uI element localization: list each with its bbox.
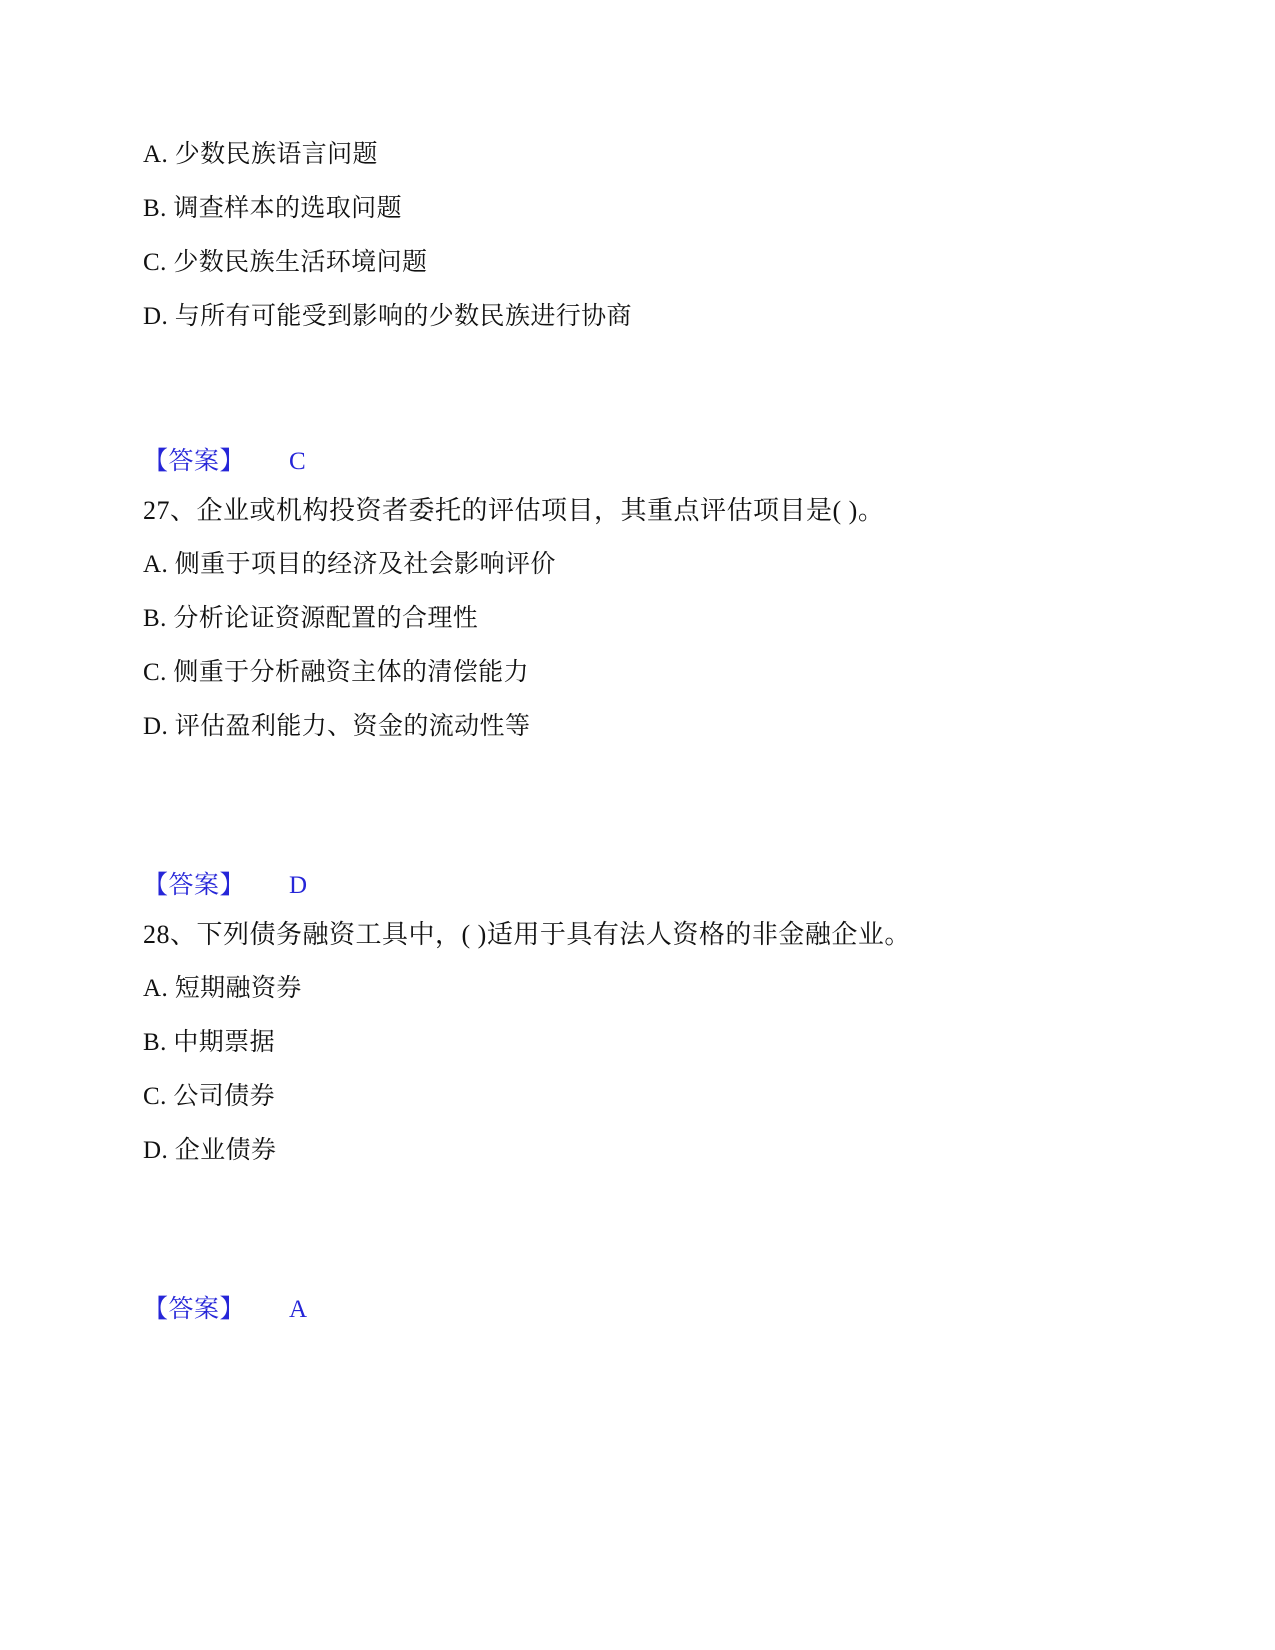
option-item[interactable]: C. 少数民族生活环境问题 bbox=[143, 249, 428, 276]
spacer bbox=[143, 1178, 1133, 1288]
question-block-3 bbox=[143, 908, 1133, 1332]
option-item[interactable]: C. 公司债券 bbox=[143, 1083, 275, 1110]
option-item[interactable]: A. 少数民族语言问题 bbox=[143, 141, 378, 168]
option-item[interactable]: D. 评估盈利能力、资金的流动性等 bbox=[143, 713, 531, 740]
option-item[interactable]: C. 侧重于分析融资主体的清偿能力 bbox=[143, 659, 529, 686]
option-item[interactable]: D. 企业债券 bbox=[143, 1137, 277, 1164]
answer-label: 【答案】 bbox=[143, 1296, 246, 1323]
answer-label: 【答案】 bbox=[143, 448, 246, 475]
question-stem: 28、下列债务融资工具中，( )适用于具有法人资格的非金融企业。 bbox=[143, 920, 911, 949]
answer-row bbox=[143, 1288, 1133, 1332]
question-stem: 27、企业或机构投资者委托的评估项目，其重点评估项目是( )。 bbox=[143, 496, 885, 525]
spacer bbox=[143, 754, 1133, 864]
answer-value: A bbox=[289, 1296, 308, 1323]
question-block-1 bbox=[143, 128, 1133, 484]
answer-value: D bbox=[289, 872, 308, 899]
answer-value: C bbox=[289, 448, 307, 475]
option-item[interactable]: A. 侧重于项目的经济及社会影响评价 bbox=[143, 551, 556, 578]
option-item[interactable]: B. 调查样本的选取问题 bbox=[143, 195, 402, 222]
answer-row bbox=[143, 440, 1133, 484]
option-item[interactable]: B. 中期票据 bbox=[143, 1029, 275, 1056]
option-item[interactable]: A. 短期融资券 bbox=[143, 975, 302, 1002]
spacer bbox=[143, 344, 1133, 440]
question-block-2 bbox=[143, 484, 1133, 908]
answer-row bbox=[143, 864, 1133, 908]
option-item[interactable]: D. 与所有可能受到影响的少数民族进行协商 bbox=[143, 303, 632, 330]
option-item[interactable]: B. 分析论证资源配置的合理性 bbox=[143, 605, 479, 632]
answer-label: 【答案】 bbox=[143, 872, 246, 899]
question-list bbox=[143, 128, 1133, 1332]
